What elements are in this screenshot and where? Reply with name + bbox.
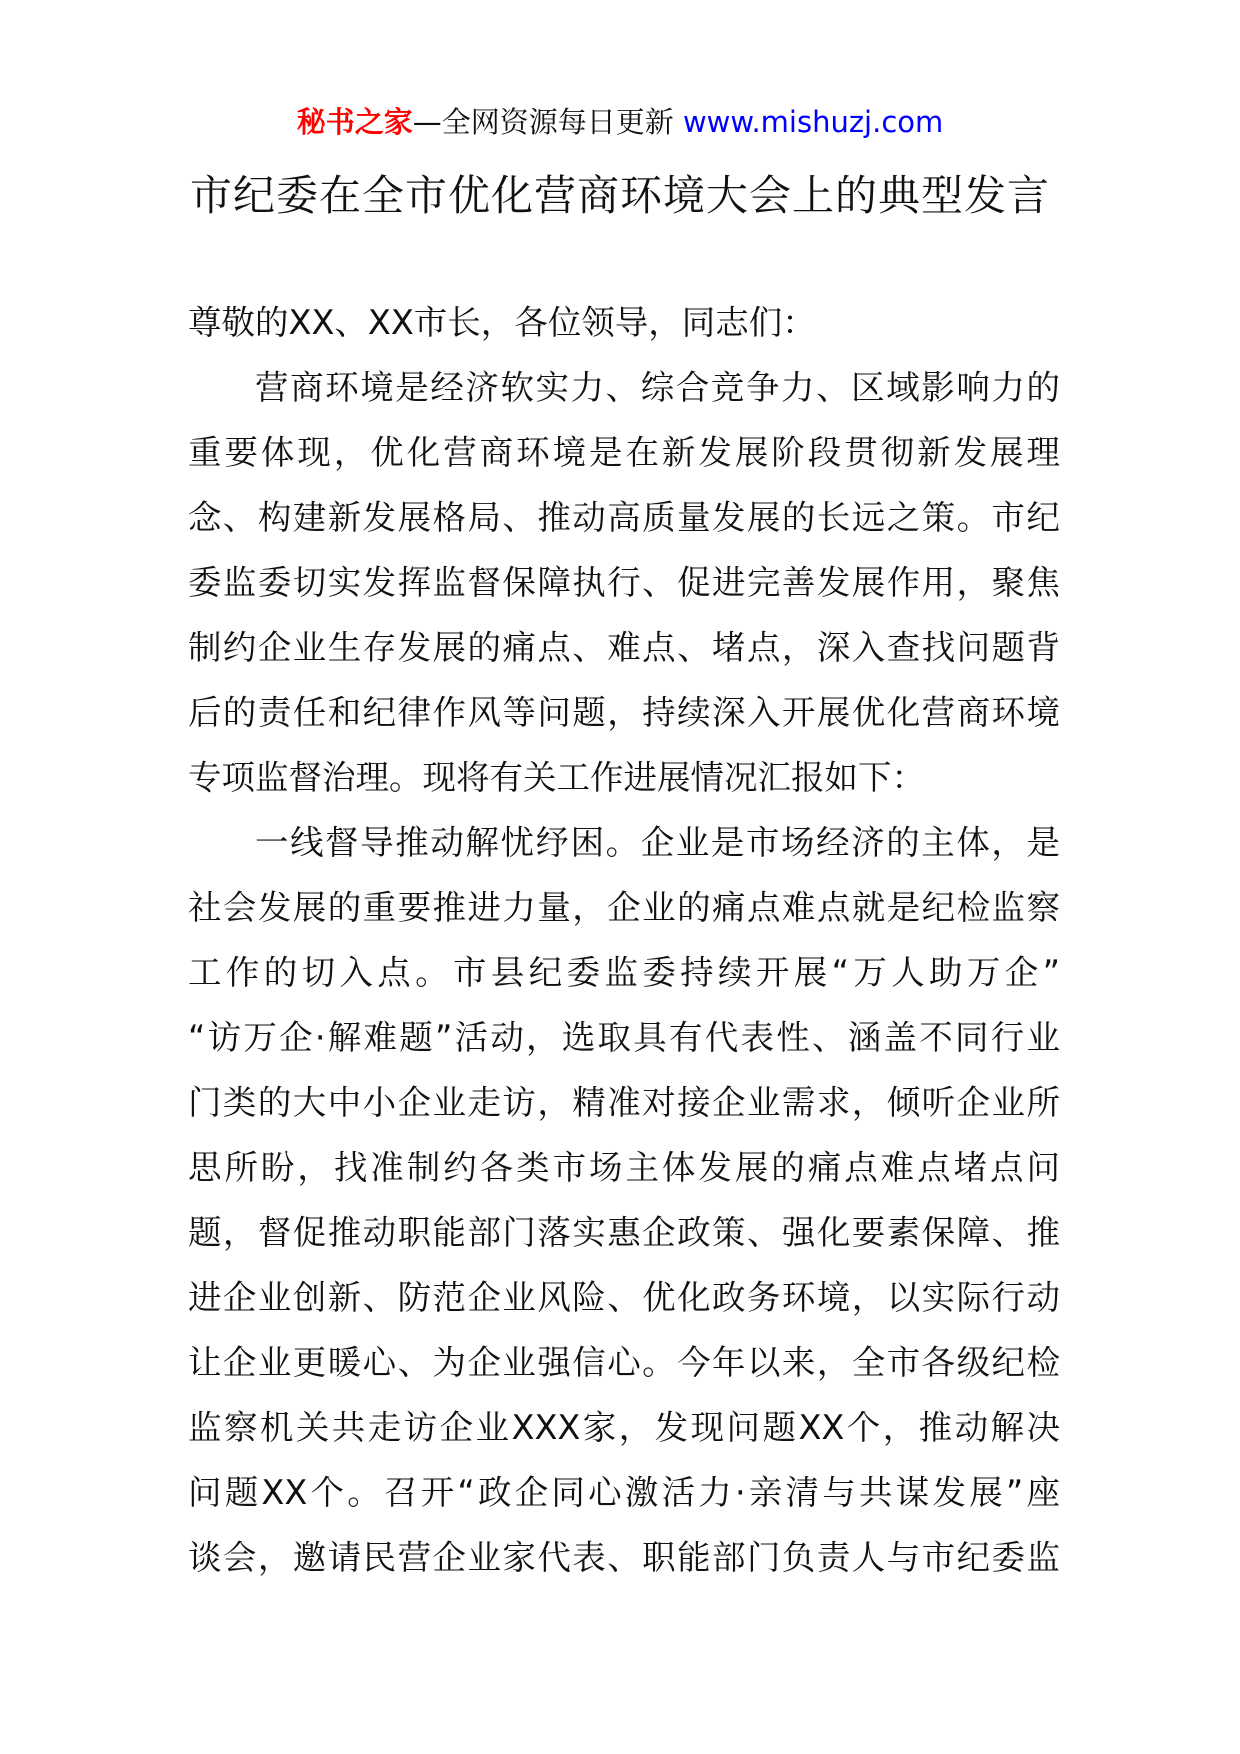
paragraph-line: 委监委切实发挥监督保障执行、促进完善发展作用，聚焦 [188, 563, 1060, 602]
paragraph-line: “访万企·解难题”活动，选取具有代表性、涵盖不同行业 [188, 1018, 1060, 1057]
header-tagline: —全网资源每日更新 [412, 105, 683, 139]
paragraph-line: 让企业更暖心、为企业强信心。今年以来，全市各级纪检 [188, 1343, 1060, 1382]
paragraph-line: 重要体现，优化营商环境是在新发展阶段贯彻新发展理 [188, 433, 1060, 472]
brand-name: 秘书之家 [296, 105, 413, 139]
paragraph-line: 监察机关共走访企业XXX家，发现问题XX个，推动解决 [188, 1408, 1060, 1447]
paragraph-line: 谈会，邀请民营企业家代表、职能部门负责人与市纪委监 [188, 1538, 1060, 1577]
document-title: 市纪委在全市优化营商环境大会上的典型发言 [189, 171, 1050, 220]
paragraph-line: 一线督导推动解忧纾困。企业是市场经济的主体，是 [255, 823, 1060, 862]
site-url-link[interactable]: www.mishuzj.com [682, 105, 944, 139]
site-header [0, 102, 1240, 142]
paragraph-line: 制约企业生存发展的痛点、难点、堵点，深入查找问题背 [188, 628, 1060, 667]
paragraph-line: 后的责任和纪律作风等问题，持续深入开展优化营商环境 [188, 693, 1060, 732]
paragraph-line: 工作的切入点。市县纪委监委持续开展“万人助万企” [188, 953, 1060, 992]
paragraph-line: 进企业创新、防范企业风险、优化政务环境，以实际行动 [188, 1278, 1060, 1317]
paragraph-line: 社会发展的重要推进力量，企业的痛点难点就是纪检监察 [188, 888, 1060, 927]
paragraph-line: 题，督促推动职能部门落实惠企政策、强化要素保障、推 [188, 1213, 1060, 1252]
paragraph-line: 专项监督治理。现将有关工作进展情况汇报如下： [188, 758, 925, 797]
paragraph-line: 念、构建新发展格局、推动高质量发展的长远之策。市纪 [188, 498, 1060, 537]
paragraph-line: 思所盼，找准制约各类市场主体发展的痛点难点堵点问 [188, 1148, 1060, 1187]
salutation-line: 尊敬的XX、XX市长，各位领导，同志们： [188, 303, 816, 342]
document-body [188, 290, 1060, 1590]
paragraph-line: 营商环境是经济软实力、综合竞争力、区域影响力的 [255, 368, 1060, 407]
paragraph-line: 门类的大中小企业走访，精准对接企业需求，倾听企业所 [188, 1083, 1060, 1122]
paragraph-line: 问题XX个。召开“政企同心激活力·亲清与共谋发展”座 [188, 1473, 1060, 1512]
